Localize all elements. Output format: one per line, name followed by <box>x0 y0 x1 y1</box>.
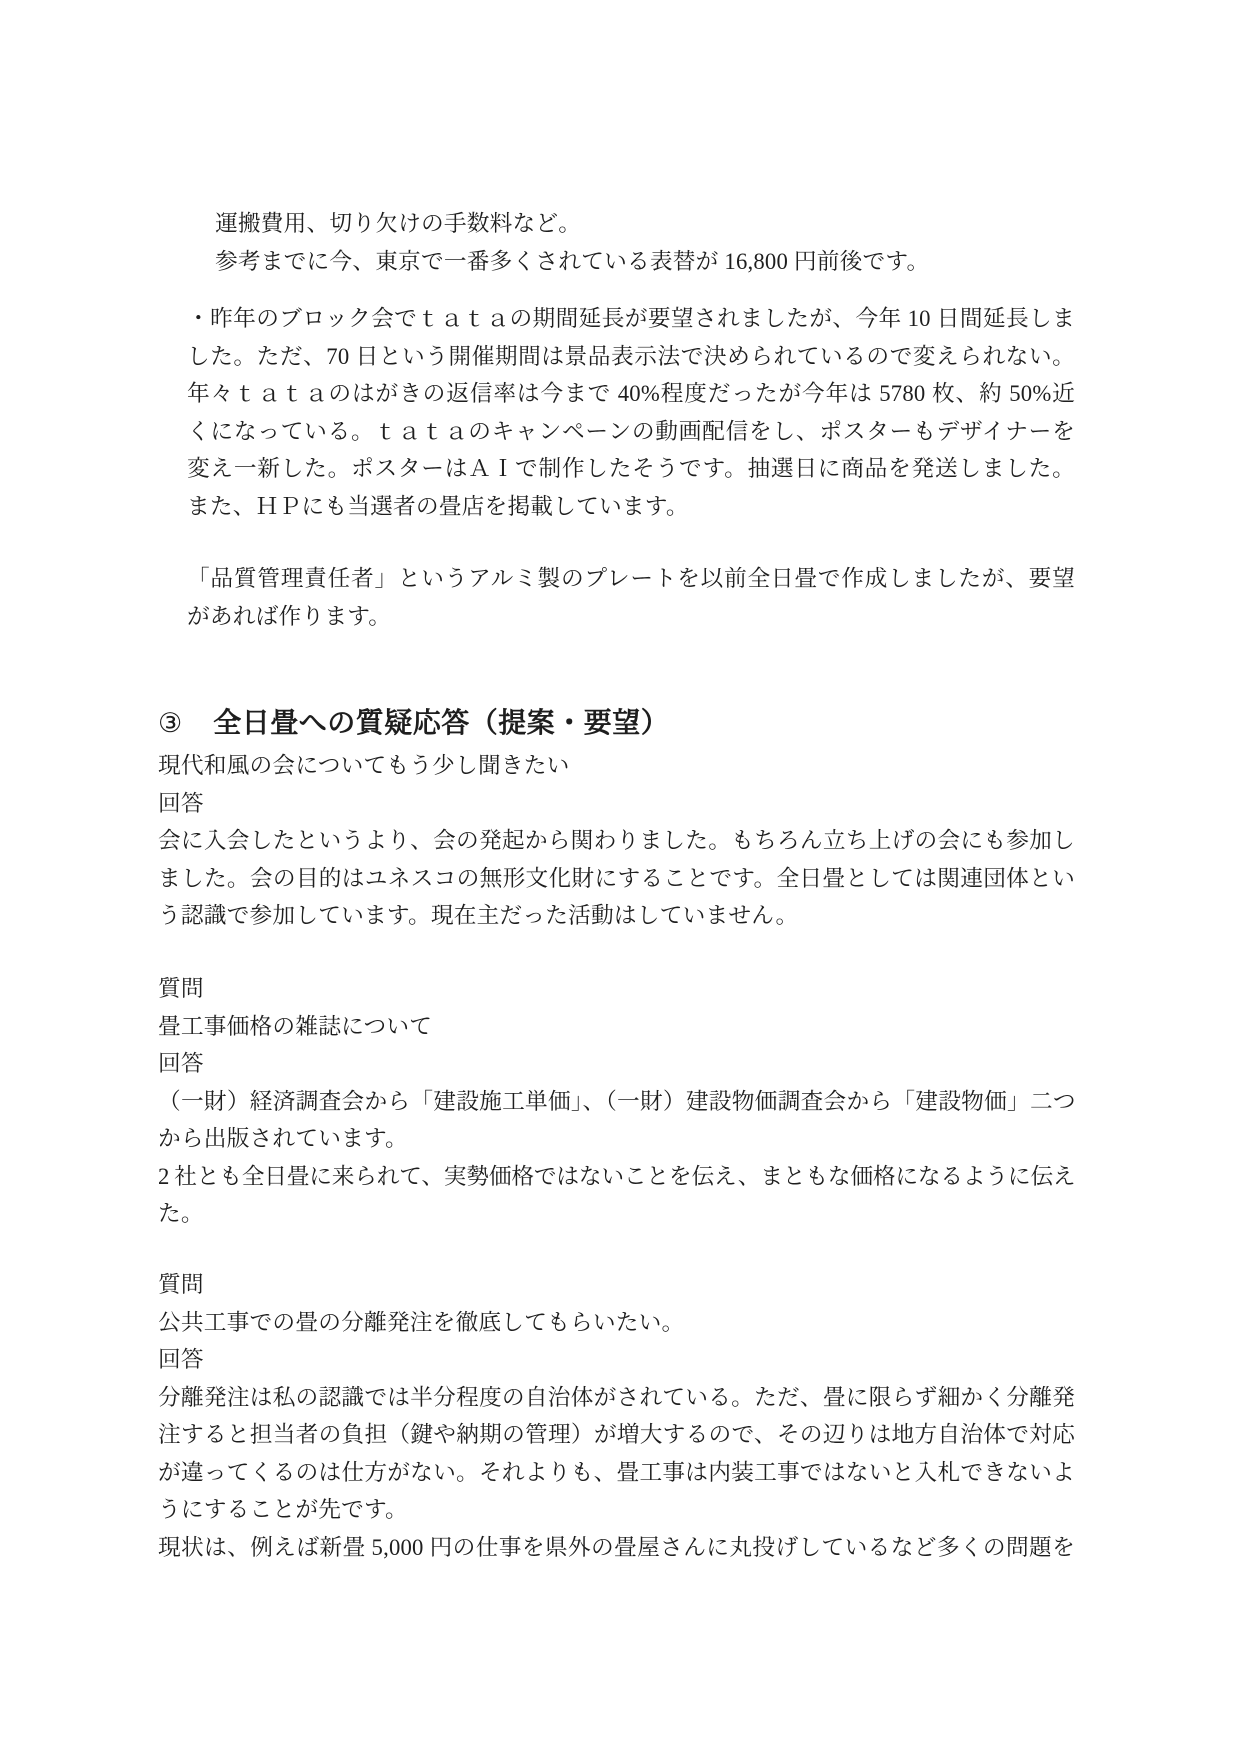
text-line: 現状は、例えば新畳 5,000 円の仕事を県外の畳屋さんに丸投げしているなど多くの問題を <box>158 1534 1075 1560</box>
text-line: 「品質管理責任者」というアルミ製のプレートを以前全日畳で作成しましたが、要望 <box>187 566 1075 591</box>
text-line: が違ってくるのは仕方がない。それよりも、畳工事は内装工事ではないと入札できないよ <box>158 1459 1075 1485</box>
paragraph-plate <box>187 560 1075 635</box>
answer-label: 回答 <box>158 1051 204 1076</box>
answer-label: 回答 <box>158 790 204 816</box>
section-number: ③ <box>158 708 183 738</box>
text-line: した。ただ、70 日という開催期間は景品表示法で決められているので変えられない。 <box>187 343 1075 369</box>
section-title: 全日畳への質疑応答（提案・要望） <box>213 708 670 739</box>
question-line: 公共工事での畳の分離発注を徹底してもらいたい。 <box>158 1309 685 1335</box>
section-heading <box>158 702 1085 746</box>
text-line: 会に入会したというより、会の発起から関わりました。もちろん立ち上げの会にも参加し <box>158 828 1075 853</box>
text-line: 運搬費用、切り欠けの手数料など。 <box>215 211 582 236</box>
qa-group-3 <box>158 1266 1075 1566</box>
text-line: 2 社とも全日畳に来られて、実勢価格ではないことを伝え、まともな価格になるように伝え <box>158 1163 1075 1189</box>
text-line: ・昨年のブロック会でｔａｔａの期間延長が要望されましたが、今年 10 日間延長しま <box>187 306 1075 331</box>
qa-group-2 <box>158 970 1075 1233</box>
paragraph-bullet-tata <box>187 300 1075 525</box>
answer-label: 回答 <box>158 1347 204 1372</box>
question-line: 現代和風の会についてもう少し聞きたい <box>158 753 570 778</box>
qa-group-1 <box>158 747 1075 935</box>
paragraph-fees <box>215 205 1075 280</box>
text-line: 注すると担当者の負担（鍵や納期の管理）が増大するので、その辺りは地方自治体で対応 <box>158 1422 1075 1447</box>
text-line: 変え一新した。ポスターはＡＩで制作したそうです。抽選日に商品を発送しました。 <box>187 456 1075 481</box>
question-label: 質問 <box>158 1272 204 1297</box>
text-line: があれば作ります。 <box>187 603 392 629</box>
text-line: また、ＨＰにも当選者の畳店を掲載しています。 <box>187 493 689 519</box>
text-line: ました。会の目的はユネスコの無形文化財にすることです。全日畳としては関連団体とい <box>158 865 1075 891</box>
text-line: （一財）経済調査会から「建設施工単価」、（一財）建設物価調査会から「建設物価」二つ <box>158 1088 1075 1114</box>
text-line: くになっている。ｔａｔａのキャンペーンの動画配信をし、ポスターもデザイナーを <box>187 418 1075 444</box>
text-line: た。 <box>158 1201 204 1226</box>
question-line: 畳工事価格の雑誌について <box>158 1013 433 1039</box>
text-line: から出版されています。 <box>158 1126 408 1151</box>
text-line: 参考までに今、東京で一番多くされている表替が 16,800 円前後です。 <box>215 248 930 274</box>
text-line: 分離発注は私の認識では半分程度の自治体がされている。ただ、畳に限らず細かく分離発 <box>158 1384 1075 1410</box>
text-line: うにすることが先です。 <box>158 1497 408 1522</box>
text-line: う認識で参加しています。現在主だった活動はしていません。 <box>158 903 799 928</box>
text-line: 年々ｔａｔａのはがきの返信率は今まで 40%程度だったが今年は 5780 枚、約 50%近 <box>187 381 1075 406</box>
question-label: 質問 <box>158 976 204 1001</box>
